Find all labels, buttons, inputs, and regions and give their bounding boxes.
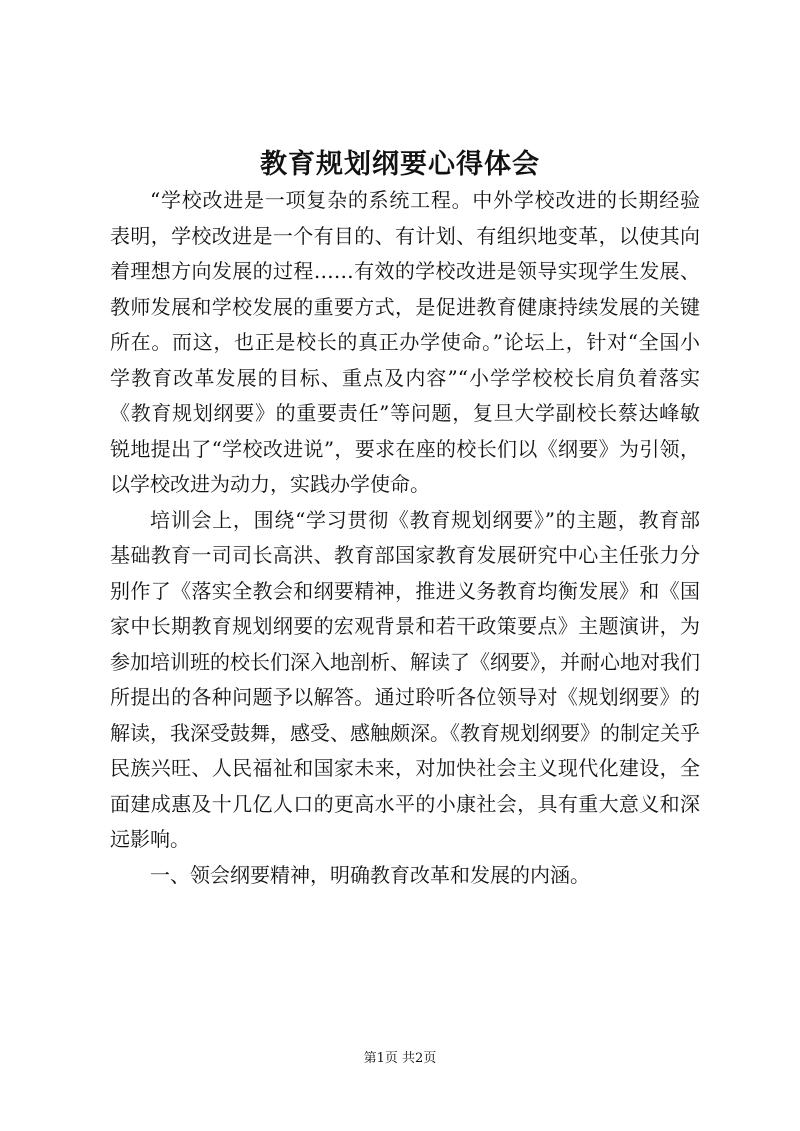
paragraph-1: “学校改进是一项复杂的系统工程。中外学校改进的长期经验表明，学校改进是一个有目的、有计划、有组织地变革，以使其向着理想方向发展的过程……有效的学校改进是领导实现学生发展、教师发展和学校发展的重要方式，是促进教育健康持续发展的关键所在。而这，也正是校长的真正办学使命。”论坛上，针对“全国小学教育改革发展的目标、重点及内容”“小学学校校长肩负着落实《教育规划纲要》的重要责任”等问题，复旦大学副校长蔡达峰敏锐地提出了“学校改进说”，要求在座的校长们以《纲要》为引领，以学校改进为动力，实践办学使命。 [110,188,700,496]
page-title: 教育规划纲要心得体会 [260,149,540,180]
paragraph-2: 培训会上，围绕“学习贯彻《教育规划纲要》”的主题，教育部基础教育一司司长高洪、教育部国家教育发展研究中心主任张力分别作了《落实全教会和纲要精神，推进义务教育均衡发展》和《国家中长期教育规划纲要的宏观背景和若干政策要点》主题演讲，为参加培训班的校长们深入地剖析、解读了《纲要》，并耐心地对我们所提出的各种问题予以解答。通过聆听各位领导对《规划纲要》的解读，我深受鼓舞，感受、感触颇深。《教育规划纲要》的制定关乎民族兴旺、人民福祉和国家未来，对加快社会主义现代化建设，全面建成惠及十几亿人口的更高水平的小康社会，具有重大意义和深远影响。 [110,507,700,851]
paragraph-3: 一、领会纲要精神，明确教育改革和发展的内涵。 [150,862,590,887]
document-body [110,183,700,893]
page-footer: 第1页 共2页 [363,1051,437,1066]
